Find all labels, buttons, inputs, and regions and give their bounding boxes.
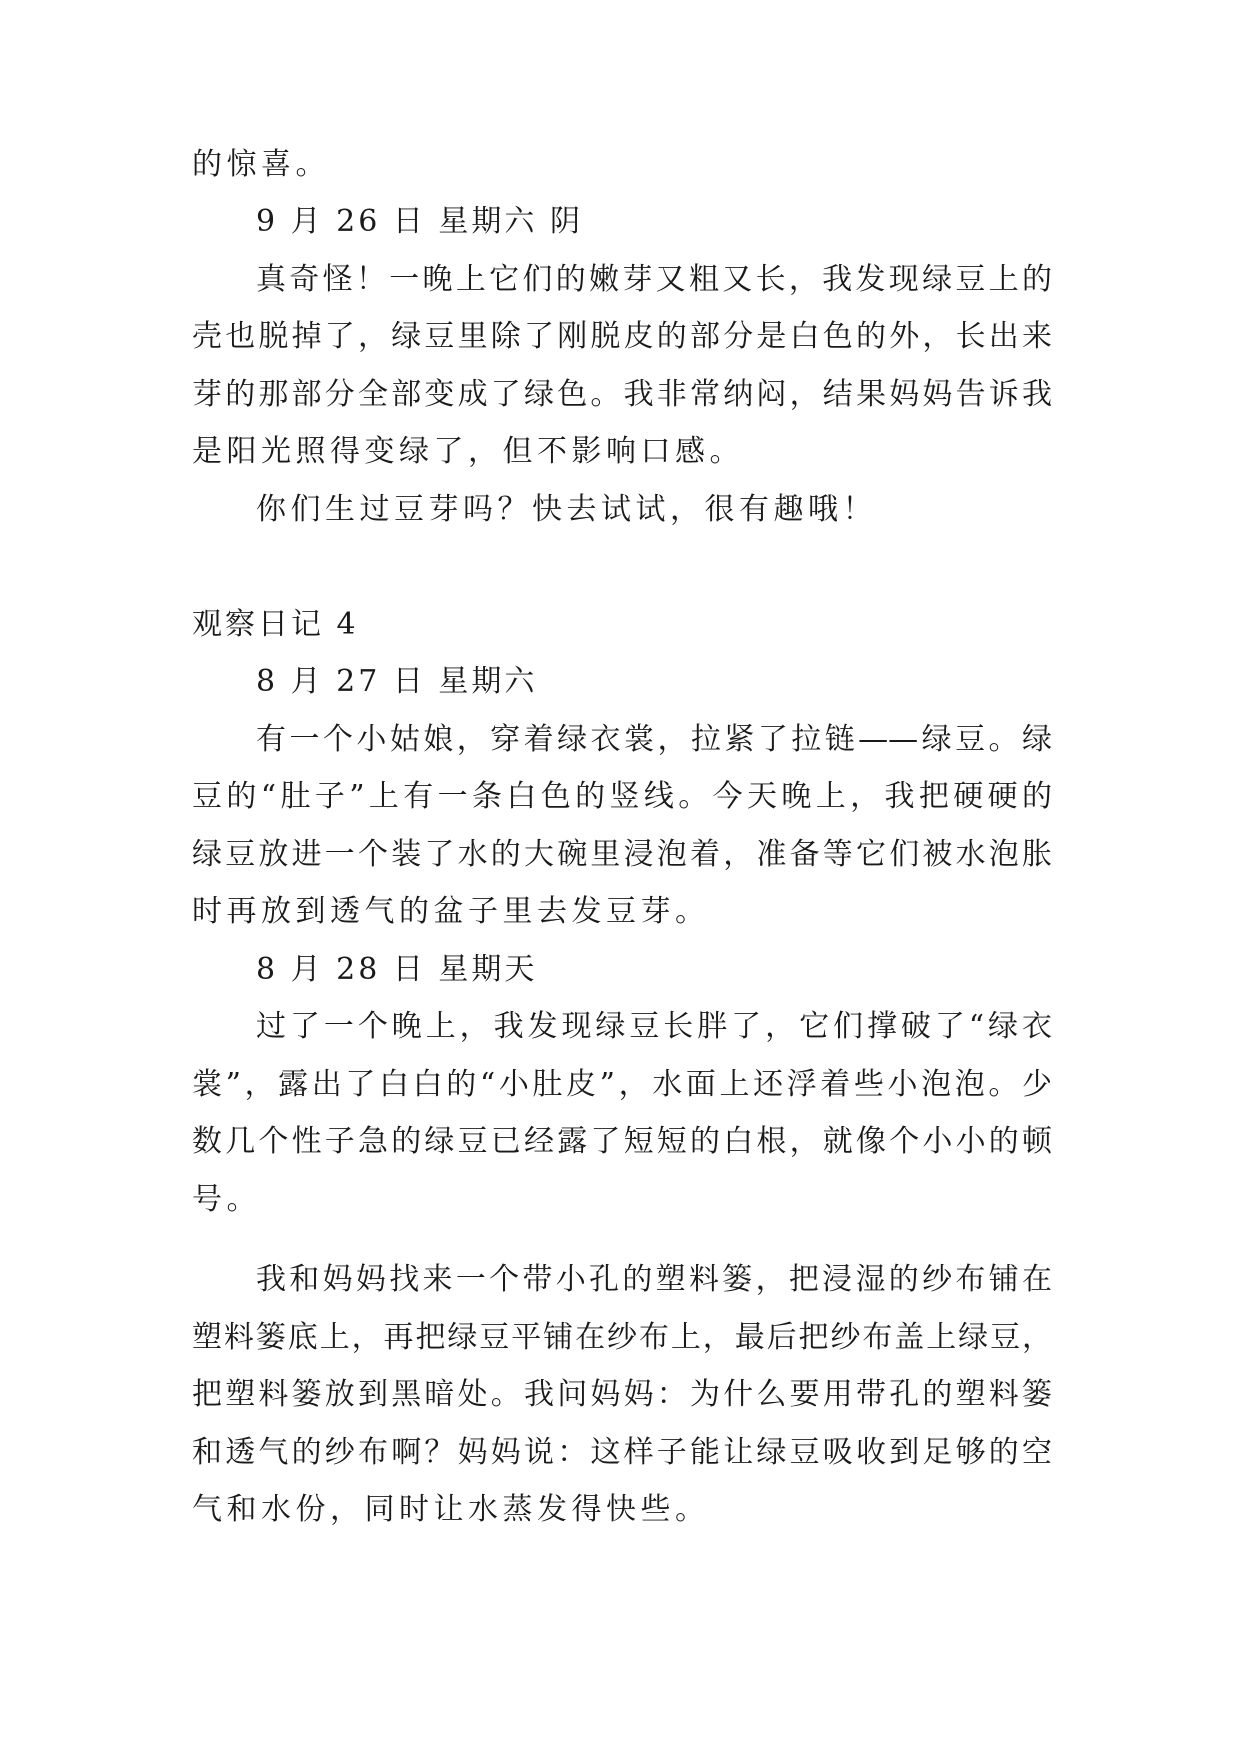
- text-line: 数几个性子急的绿豆已经露了短短的白根，就像个小小的顿: [192, 1124, 1052, 1159]
- diary-date: 8 月 27 日 星期六: [256, 664, 538, 699]
- text-line: 真奇怪！一晚上它们的嫩芽又粗又长，我发现绿豆上的: [256, 262, 1052, 297]
- text-line: 塑料篓底上，再把绿豆平铺在纱布上，最后把纱布盖上绿豆，: [192, 1320, 1052, 1355]
- diary-date: 8 月 28 日 星期天: [256, 952, 538, 987]
- text-line: 时再放到透气的盆子里去发豆芽。: [192, 894, 710, 929]
- text-line: 裳”，露出了白白的“小肚皮”，水面上还浮着些小泡泡。少: [192, 1067, 1052, 1102]
- text-line: 号。: [192, 1182, 261, 1217]
- text-line: 过了一个晚上，我发现绿豆长胖了，它们撑破了“绿衣: [256, 1009, 1052, 1044]
- text-line: 我和妈妈找来一个带小孔的塑料篓，把浸湿的纱布铺在: [256, 1262, 1052, 1297]
- text-line: 壳也脱掉了，绿豆里除了刚脱皮的部分是白色的外，长出来: [192, 319, 1052, 354]
- text-line: 气和水份，同时让水蒸发得快些。: [192, 1492, 710, 1527]
- text-line: 豆的“肚子”上有一条白色的竖线。今天晚上，我把硬硬的: [192, 779, 1052, 814]
- text-line: 的惊喜。: [192, 147, 330, 182]
- text-line: 有一个小姑娘，穿着绿衣裳，拉紧了拉链——绿豆。绿: [256, 722, 1052, 757]
- text-line: 是阳光照得变绿了，但不影响口感。: [192, 434, 744, 469]
- document-page: [192, 0, 1052, 1754]
- text-line: 芽的那部分全部变成了绿色。我非常纳闷，结果妈妈告诉我: [192, 377, 1052, 412]
- text-line: 和透气的纱布啊？妈妈说：这样子能让绿豆吸收到足够的空: [192, 1435, 1052, 1470]
- text-line: 把塑料篓放到黑暗处。我问妈妈：为什么要用带孔的塑料篓: [192, 1377, 1052, 1412]
- diary-date: 9 月 26 日 星期六 阴: [256, 204, 583, 239]
- section-heading: 观察日记 4: [192, 607, 359, 642]
- text-line: 你们生过豆芽吗？快去试试，很有趣哦！: [256, 492, 877, 527]
- text-line: 绿豆放进一个装了水的大碗里浸泡着，准备等它们被水泡胀: [192, 837, 1052, 872]
